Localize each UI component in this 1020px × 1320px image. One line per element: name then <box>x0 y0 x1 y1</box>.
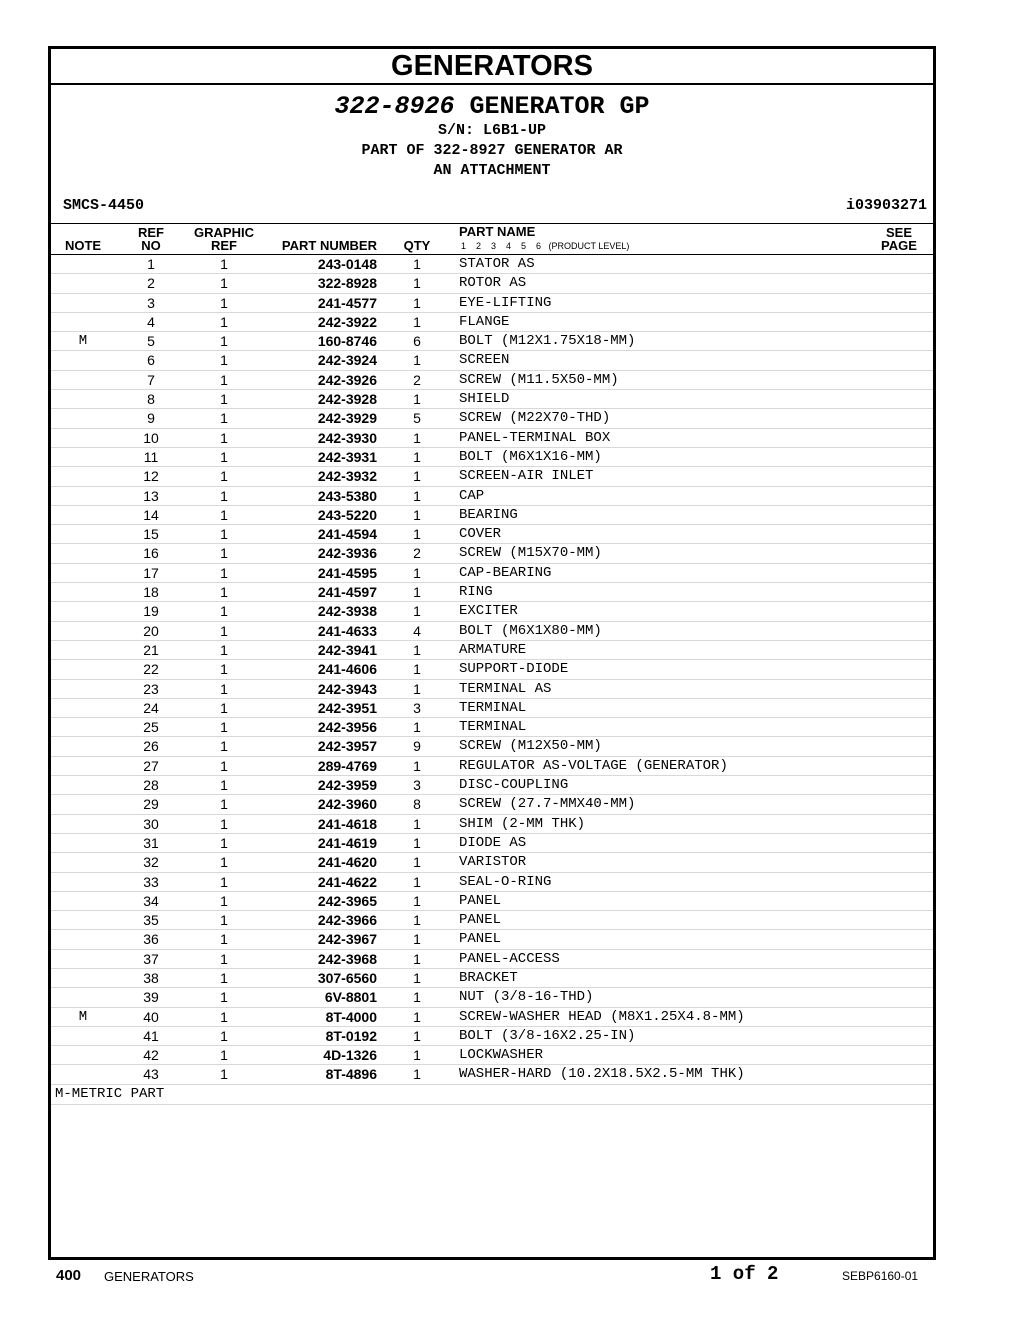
graphic-ref-cell: 1 <box>220 468 228 485</box>
table-row <box>51 506 933 525</box>
qty-cell: 2 <box>413 545 421 562</box>
graphic-ref-cell: 1 <box>220 738 228 755</box>
graphic-ref-cell: 1 <box>220 352 228 369</box>
parts-table-body <box>51 255 933 1085</box>
ref-no-cell: 34 <box>143 892 159 909</box>
ref-no-cell: 7 <box>147 371 155 388</box>
graphic-ref-cell: 1 <box>220 699 228 716</box>
part-number-cell: 242-3932 <box>317 468 377 485</box>
ref-no-cell: 10 <box>143 429 159 446</box>
footnote: M-METRIC PART <box>51 1085 933 1105</box>
table-row <box>51 757 933 776</box>
part-number-cell: 242-3966 <box>317 912 377 929</box>
ref-no-cell: 11 <box>143 448 159 465</box>
table-row <box>51 853 933 872</box>
ref-no-cell: 14 <box>143 506 159 523</box>
table-row <box>51 950 933 969</box>
part-number-cell: 242-3957 <box>317 738 377 755</box>
table-row <box>51 718 933 737</box>
part-name-cell: TERMINAL AS <box>459 680 552 697</box>
col-qty: QTY <box>403 238 431 253</box>
ref-no-cell: 24 <box>143 699 159 716</box>
ref-no-cell: 36 <box>143 931 159 948</box>
table-row <box>51 544 933 563</box>
graphic-ref-cell: 1 <box>220 584 228 601</box>
part-name-cell: PANEL-TERMINAL BOX <box>459 429 611 446</box>
table-row <box>51 429 933 448</box>
graphic-ref-cell: 1 <box>220 969 228 986</box>
part-number-cell: 160-8746 <box>317 333 377 350</box>
ref-no-cell: 26 <box>143 738 159 755</box>
ref-no-cell: 20 <box>143 622 159 639</box>
col-see-top: SEE <box>885 225 912 240</box>
part-number-cell: 241-4633 <box>317 622 377 639</box>
qty-cell: 1 <box>413 564 421 581</box>
table-row <box>51 680 933 699</box>
part-number-cell: 8T-4896 <box>325 1066 377 1083</box>
part-name-cell: BOLT (M6X1X16-MM) <box>459 448 602 465</box>
part-name-cell: PANEL <box>459 892 502 909</box>
table-row <box>51 1046 933 1065</box>
ref-no-cell: 8 <box>147 391 155 408</box>
part-name-cell: NUT (3/8-16-THD) <box>459 989 594 1006</box>
graphic-ref-cell: 1 <box>220 873 228 890</box>
graphic-ref-cell: 1 <box>220 757 228 774</box>
footer-section: GENERATORS <box>104 1269 194 1284</box>
graphic-ref-cell: 1 <box>220 1008 228 1025</box>
qty-cell: 1 <box>413 892 421 909</box>
part-number-cell: 242-3941 <box>317 641 377 658</box>
note-cell: M <box>78 333 88 350</box>
part-name-cell: CAP <box>459 487 485 504</box>
ref-no-cell: 3 <box>147 294 155 311</box>
part-name-cell: COVER <box>459 526 502 543</box>
qty-cell: 1 <box>413 873 421 890</box>
table-row <box>51 467 933 486</box>
document-id: SEBP6160-01 <box>842 1269 919 1283</box>
part-name-cell: EYE-LIFTING <box>459 294 552 311</box>
graphic-ref-cell: 1 <box>220 526 228 543</box>
part-number-cell: 4D-1326 <box>323 1047 377 1064</box>
table-row <box>51 274 933 293</box>
qty-cell: 2 <box>413 371 421 388</box>
table-row <box>51 602 933 621</box>
graphic-ref-cell: 1 <box>220 834 228 851</box>
graphic-ref-cell: 1 <box>220 892 228 909</box>
part-number-cell: 242-3956 <box>317 719 377 736</box>
part-name-cell: SHIELD <box>459 391 510 408</box>
graphic-ref-cell: 1 <box>220 815 228 832</box>
part-number-cell: 241-4620 <box>317 854 377 871</box>
table-row <box>51 834 933 853</box>
col-graphic-top: GRAPHIC <box>194 225 254 240</box>
part-number-cell: 322-8928 <box>317 275 377 292</box>
part-number-cell: 242-3936 <box>317 545 377 562</box>
graphic-ref-cell: 1 <box>220 564 228 581</box>
group-title <box>51 93 933 121</box>
graphic-ref-cell: 1 <box>220 256 228 272</box>
column-header <box>51 224 933 255</box>
part-name-cell: REGULATOR AS-VOLTAGE (GENERATOR) <box>459 757 728 774</box>
col-graphic-bottom: REF <box>211 238 237 253</box>
part-number-cell: 241-4618 <box>317 815 377 832</box>
graphic-ref-cell: 1 <box>220 931 228 948</box>
qty-cell: 1 <box>413 506 421 523</box>
part-name-cell: SCREW (M12X50-MM) <box>459 738 602 755</box>
part-number-cell: 241-4606 <box>317 661 377 678</box>
part-name-cell: LOCKWASHER <box>459 1047 544 1064</box>
part-number-cell: 242-3938 <box>317 603 377 620</box>
part-name-cell: ARMATURE <box>459 641 527 658</box>
part-name-cell: SEAL-O-RING <box>459 873 552 890</box>
table-row <box>51 988 933 1007</box>
part-number-cell: 242-3930 <box>317 429 377 446</box>
ref-no-cell: 13 <box>143 487 159 504</box>
qty-cell: 1 <box>413 313 421 330</box>
page-number: 400 <box>56 1267 82 1284</box>
ref-no-cell: 25 <box>143 719 159 736</box>
qty-cell: 1 <box>413 584 421 601</box>
part-name-cell: TERMINAL <box>459 719 527 736</box>
part-number-cell: 243-0148 <box>317 256 377 272</box>
table-row <box>51 390 933 409</box>
part-number-cell: 241-4597 <box>317 584 377 601</box>
part-number-cell: 242-3967 <box>317 931 377 948</box>
col-ref-top: REF <box>138 225 164 240</box>
graphic-ref-cell: 1 <box>220 391 228 408</box>
page-footer <box>0 1263 1020 1287</box>
part-name-cell: SCREEN-AIR INLET <box>459 468 594 485</box>
ref-no-cell: 4 <box>147 313 155 330</box>
graphic-ref-cell: 1 <box>220 680 228 697</box>
part-number-cell: 243-5380 <box>317 487 377 504</box>
table-row <box>51 487 933 506</box>
graphic-ref-cell: 1 <box>220 1047 228 1064</box>
qty-cell: 1 <box>413 641 421 658</box>
part-number-cell: 242-3960 <box>317 796 377 813</box>
graphic-ref-cell: 1 <box>220 1027 228 1044</box>
table-row <box>51 873 933 892</box>
qty-cell: 1 <box>413 603 421 620</box>
part-name-cell: PANEL <box>459 912 502 929</box>
qty-cell: 1 <box>413 931 421 948</box>
part-number-cell: 242-3968 <box>317 950 377 967</box>
qty-cell: 1 <box>413 661 421 678</box>
page-of: 1 of 2 <box>710 1263 779 1285</box>
col-see-bottom: PAGE <box>881 238 917 253</box>
qty-cell: 1 <box>413 854 421 871</box>
ref-no-cell: 30 <box>143 815 159 832</box>
part-name-cell: DIODE AS <box>459 834 527 851</box>
graphic-ref-cell: 1 <box>220 854 228 871</box>
ref-no-cell: 21 <box>143 641 159 658</box>
table-row <box>51 969 933 988</box>
table-row <box>51 1065 933 1084</box>
part-name-cell: ROTOR AS <box>459 275 527 292</box>
graphic-ref-cell: 1 <box>220 641 228 658</box>
ref-no-cell: 37 <box>143 950 159 967</box>
table-row <box>51 583 933 602</box>
qty-cell: 1 <box>413 294 421 311</box>
qty-cell: 1 <box>413 1027 421 1044</box>
graphic-ref-cell: 1 <box>220 622 228 639</box>
qty-cell: 1 <box>413 969 421 986</box>
part-number-cell: 241-4619 <box>317 834 377 851</box>
ref-no-cell: 31 <box>143 834 159 851</box>
qty-cell: 5 <box>413 410 421 427</box>
graphic-ref-cell: 1 <box>220 333 228 350</box>
part-name-cell: WASHER-HARD (10.2X18.5X2.5-MM THK) <box>459 1066 745 1083</box>
ref-no-cell: 23 <box>143 680 159 697</box>
qty-cell: 6 <box>413 333 421 350</box>
attachment-label: AN ATTACHMENT <box>433 162 551 179</box>
ref-no-cell: 22 <box>143 661 159 678</box>
graphic-ref-cell: 1 <box>220 506 228 523</box>
part-number-cell: 8T-0192 <box>325 1027 377 1044</box>
smcs-code: SMCS-4450 <box>63 197 145 214</box>
qty-cell: 1 <box>413 391 421 408</box>
ref-no-cell: 17 <box>143 564 159 581</box>
part-number-cell: 242-3926 <box>317 371 377 388</box>
part-number-cell: 242-3943 <box>317 680 377 697</box>
part-name-cell: SCREEN <box>459 352 510 369</box>
col-note: NOTE <box>64 238 102 253</box>
graphic-ref-cell: 1 <box>220 796 228 813</box>
ref-no-cell: 16 <box>143 545 159 562</box>
graphic-ref-cell: 1 <box>220 410 228 427</box>
ref-no-cell: 29 <box>143 796 159 813</box>
graphic-ref-cell: 1 <box>220 1066 228 1083</box>
graphic-ref-cell: 1 <box>220 294 228 311</box>
part-number-cell: 242-3928 <box>317 391 377 408</box>
qty-cell: 1 <box>413 468 421 485</box>
ref-no-cell: 19 <box>143 603 159 620</box>
col-ref-bottom: NO <box>141 238 161 253</box>
group-header <box>51 93 933 224</box>
graphic-ref-cell: 1 <box>220 989 228 1006</box>
part-name-cell: SCREW (M15X70-MM) <box>459 545 602 562</box>
table-row <box>51 313 933 332</box>
graphic-ref-cell: 1 <box>220 313 228 330</box>
part-name-cell: EXCITER <box>459 603 518 620</box>
ref-no-cell: 18 <box>143 584 159 601</box>
part-number-cell: 242-3931 <box>317 448 377 465</box>
qty-cell: 1 <box>413 526 421 543</box>
qty-cell: 1 <box>413 1047 421 1064</box>
part-number-cell: 289-4769 <box>317 757 377 774</box>
part-name-cell: BOLT (3/8-16X2.25-IN) <box>459 1027 636 1044</box>
graphic-ref-cell: 1 <box>220 950 228 967</box>
parts-list-frame <box>48 46 936 1260</box>
graphic-ref-cell: 1 <box>220 487 228 504</box>
col-part-number: PART NUMBER <box>281 238 377 253</box>
table-row <box>51 332 933 351</box>
part-number-cell: 241-4595 <box>317 564 377 581</box>
ref-no-cell: 27 <box>143 757 159 774</box>
ref-no-cell: 38 <box>143 969 159 986</box>
graphic-ref-cell: 1 <box>220 545 228 562</box>
table-row <box>51 525 933 544</box>
ref-no-cell: 42 <box>143 1047 159 1064</box>
qty-cell: 1 <box>413 719 421 736</box>
table-row <box>51 930 933 949</box>
ref-no-cell: 35 <box>143 912 159 929</box>
part-name-cell: VARISTOR <box>459 854 527 871</box>
qty-cell: 1 <box>413 487 421 504</box>
qty-cell: 1 <box>413 448 421 465</box>
table-row <box>51 409 933 428</box>
qty-cell: 1 <box>413 989 421 1006</box>
part-number-cell: 242-3929 <box>317 410 377 427</box>
graphic-ref-cell: 1 <box>220 429 228 446</box>
illustration-id: i03903271 <box>845 197 927 214</box>
part-name-cell: SCREW (M22X70-THD) <box>459 410 611 427</box>
part-name-cell: SCREW-WASHER HEAD (M8X1.25X4.8-MM) <box>459 1008 745 1025</box>
table-row <box>51 776 933 795</box>
ref-no-cell: 33 <box>143 873 159 890</box>
ref-no-cell: 2 <box>147 275 155 292</box>
table-row <box>51 737 933 756</box>
part-number-cell: 242-3922 <box>317 313 377 330</box>
part-name-cell: BEARING <box>459 506 518 523</box>
part-name-cell: BOLT (M12X1.75X18-MM) <box>459 333 636 350</box>
graphic-ref-cell: 1 <box>220 777 228 794</box>
qty-cell: 1 <box>413 275 421 292</box>
graphic-ref-cell: 1 <box>220 603 228 620</box>
ref-no-cell: 12 <box>143 468 159 485</box>
qty-cell: 1 <box>413 429 421 446</box>
table-row <box>51 911 933 930</box>
table-row <box>51 1008 933 1027</box>
section-title: GENERATORS <box>51 49 933 85</box>
part-name-cell: DISC-COUPLING <box>459 777 569 794</box>
qty-cell: 8 <box>413 796 421 813</box>
table-row <box>51 371 933 390</box>
ref-no-cell: 6 <box>147 352 155 369</box>
part-number-cell: 307-6560 <box>317 969 377 986</box>
ref-no-cell: 32 <box>143 854 159 871</box>
part-name-cell: SCREW (27.7-MMX40-MM) <box>459 796 636 813</box>
part-name-cell: PANEL-ACCESS <box>459 950 560 967</box>
table-row <box>51 448 933 467</box>
part-name-cell: FLANGE <box>459 313 510 330</box>
qty-cell: 1 <box>413 815 421 832</box>
graphic-ref-cell: 1 <box>220 371 228 388</box>
qty-cell: 1 <box>413 256 421 272</box>
graphic-ref-cell: 1 <box>220 719 228 736</box>
col-part-name: PART NAME <box>459 224 536 239</box>
serial-number: S/N: L6B1-UP <box>437 122 547 139</box>
ref-no-cell: 40 <box>143 1008 159 1025</box>
graphic-ref-cell: 1 <box>220 275 228 292</box>
note-cell: M <box>78 1008 88 1025</box>
part-of: PART OF 322-8927 GENERATOR AR <box>361 142 623 159</box>
ref-no-cell: 41 <box>143 1027 159 1044</box>
graphic-ref-cell: 1 <box>220 912 228 929</box>
part-number-cell: 242-3951 <box>317 699 377 716</box>
table-row <box>51 892 933 911</box>
qty-cell: 3 <box>413 699 421 716</box>
part-name-cell: CAP-BEARING <box>459 564 552 581</box>
table-row <box>51 660 933 679</box>
qty-cell: 1 <box>413 912 421 929</box>
part-number-cell: 241-4622 <box>317 873 377 890</box>
graphic-ref-cell: 1 <box>220 448 228 465</box>
col-product-levels: 1 2 3 4 5 6 (PRODUCT LEVEL) <box>461 241 630 251</box>
part-number-cell: 6V-8801 <box>324 989 377 1006</box>
part-name-cell: SUPPORT-DIODE <box>459 661 569 678</box>
ref-no-cell: 9 <box>147 410 155 427</box>
part-name-cell: SCREW (M11.5X50-MM) <box>459 371 619 388</box>
table-row <box>51 622 933 641</box>
part-name-cell: TERMINAL <box>459 699 527 716</box>
group-name: GENERATOR GP <box>469 92 650 121</box>
qty-cell: 1 <box>413 680 421 697</box>
ref-no-cell: 15 <box>143 526 159 543</box>
table-row <box>51 795 933 814</box>
qty-cell: 3 <box>413 777 421 794</box>
qty-cell: 1 <box>413 1008 421 1025</box>
ref-no-cell: 5 <box>147 333 155 350</box>
table-row <box>51 294 933 313</box>
qty-cell: 1 <box>413 834 421 851</box>
part-number-cell: 8T-4000 <box>325 1008 377 1025</box>
qty-cell: 4 <box>413 622 421 639</box>
table-row <box>51 1027 933 1046</box>
table-row <box>51 255 933 274</box>
part-number-cell: 241-4594 <box>317 526 377 543</box>
ref-no-cell: 1 <box>147 256 155 272</box>
part-number-cell: 242-3924 <box>317 352 377 369</box>
part-number-cell: 243-5220 <box>317 506 377 523</box>
part-name-cell: SHIM (2-MM THK) <box>459 815 586 832</box>
qty-cell: 1 <box>413 757 421 774</box>
qty-cell: 9 <box>413 738 421 755</box>
qty-cell: 1 <box>413 1066 421 1083</box>
part-number-cell: 241-4577 <box>317 294 377 311</box>
table-row <box>51 564 933 583</box>
table-row <box>51 815 933 834</box>
part-name-cell: PANEL <box>459 931 502 948</box>
qty-cell: 1 <box>413 352 421 369</box>
ref-no-cell: 28 <box>143 777 159 794</box>
ref-no-cell: 39 <box>143 989 159 1006</box>
qty-cell: 1 <box>413 950 421 967</box>
part-number-cell: 242-3959 <box>317 777 377 794</box>
part-number-cell: 242-3965 <box>317 892 377 909</box>
table-row <box>51 641 933 660</box>
table-row <box>51 351 933 370</box>
part-name-cell: RING <box>459 584 493 601</box>
graphic-ref-cell: 1 <box>220 661 228 678</box>
part-name-cell: BRACKET <box>459 969 518 986</box>
group-part-number: 322-8926 <box>334 92 455 121</box>
ref-no-cell: 43 <box>143 1066 159 1083</box>
part-name-cell: BOLT (M6X1X80-MM) <box>459 622 602 639</box>
table-row <box>51 699 933 718</box>
part-name-cell: STATOR AS <box>459 256 535 272</box>
